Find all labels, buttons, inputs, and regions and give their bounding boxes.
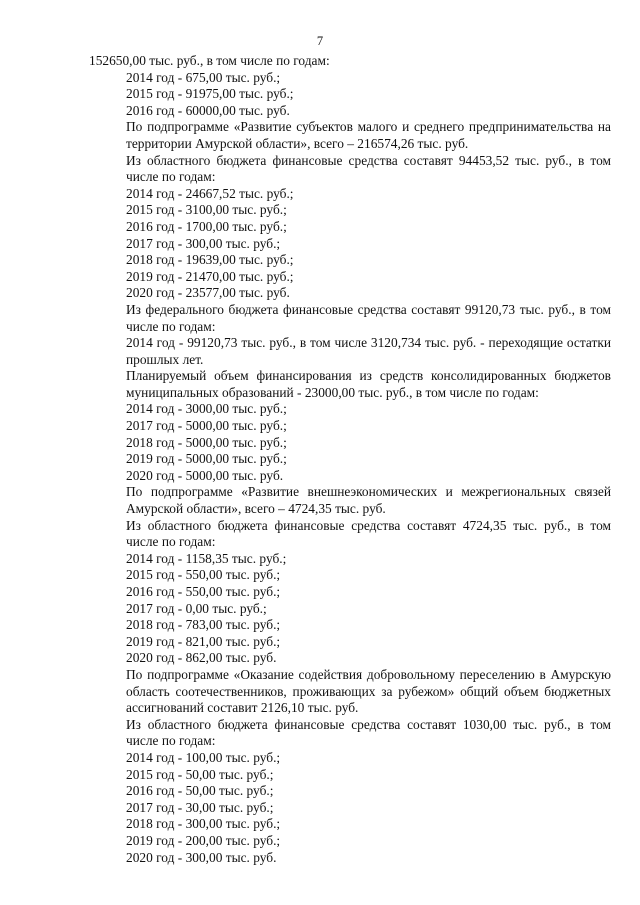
paragraph: По подпрограмме «Развитие внешнеэкономических и межрегиональных связей Амурской области», всего – 4724,35 тыс. руб.	[126, 484, 611, 517]
year-amount-line: 2017 год - 30,00 тыс. руб.;	[126, 799, 274, 815]
document-body	[89, 53, 611, 866]
paragraph: Из федерального бюджета финансовые средства составят 99120,73 тыс. руб., в том числе по годам:	[126, 301, 611, 334]
year-amount-line: 2015 год - 550,00 тыс. руб.;	[126, 567, 281, 583]
year-amount-line: 2020 год - 23577,00 тыс. руб.	[126, 285, 290, 301]
year-amount-line: 2015 год - 3100,00 тыс. руб.;	[126, 202, 287, 218]
year-amount-line: 2020 год - 862,00 тыс. руб.	[126, 650, 277, 666]
year-amount-line: 2014 год - 1158,35 тыс. руб.;	[126, 550, 287, 566]
year-amount-line: 2020 год - 300,00 тыс. руб.	[126, 849, 277, 865]
paragraph: Из областного бюджета финансовые средства составят 1030,00 тыс. руб., в том числе по годам:	[126, 716, 611, 749]
year-amount-line: 2014 год - 675,00 тыс. руб.;	[126, 69, 281, 85]
year-amount-line: 2015 год - 50,00 тыс. руб.;	[126, 766, 274, 782]
paragraph: Планируемый объем финансирования из средств консолидированных бюджетов муниципальных образований - 23000,00 тыс. руб., в том числе по годам:	[126, 368, 611, 400]
paragraph: По подпрограмме «Развитие субъектов малого и среднего предпринимательства на территории Амурской области», всего – 216574,26 тыс. руб.	[126, 119, 611, 151]
year-amount-line: 2019 год - 5000,00 тыс. руб.;	[126, 451, 287, 467]
year-amount-line: 2016 год - 1700,00 тыс. руб.;	[126, 218, 287, 234]
year-amount-line: 2016 год - 550,00 тыс. руб.;	[126, 584, 281, 599]
year-amount-line: 2018 год - 783,00 тыс. руб.;	[126, 617, 281, 633]
year-amount-line: 2019 год - 821,00 тыс. руб.;	[126, 633, 281, 649]
paragraph: По подпрограмме «Оказание содействия добровольному переселению в Амурскую область соотечественников, проживающих за рубежом» общий объем бюджетных ассигнований составит 2126,10 тыс. руб.	[126, 666, 611, 716]
year-amount-line: 2017 год - 0,00 тыс. руб.;	[126, 600, 267, 616]
paragraph: Из областного бюджета финансовые средства составят 4724,35 тыс. руб., в том числе по годам:	[126, 517, 611, 550]
year-amount-line: 2019 год - 200,00 тыс. руб.;	[126, 832, 281, 848]
year-amount-line: 2014 год - 100,00 тыс. руб.;	[126, 749, 281, 765]
year-amount-line: 2017 год - 5000,00 тыс. руб.;	[126, 418, 287, 434]
year-amount-line: 2017 год - 300,00 тыс. руб.;	[126, 235, 281, 251]
year-amount-line: 2018 год - 300,00 тыс. руб.;	[126, 816, 281, 832]
page-number: 7	[316, 34, 324, 48]
year-amount-line: 2020 год - 5000,00 тыс. руб.	[126, 467, 284, 483]
year-amount-line: 2018 год - 19639,00 тыс. руб.;	[126, 252, 294, 268]
year-amount-line: 2016 год - 60000,00 тыс. руб.	[126, 102, 290, 118]
year-amount-line: 2016 год - 50,00 тыс. руб.;	[126, 783, 274, 799]
year-amount-line: 2019 год - 21470,00 тыс. руб.;	[126, 268, 294, 284]
year-amount-line: 2015 год - 91975,00 тыс. руб.;	[126, 86, 294, 102]
year-amount-line: 2014 год - 3000,00 тыс. руб.;	[126, 401, 287, 417]
year-amount-line: 2014 год - 24667,52 тыс. руб.;	[126, 185, 294, 201]
year-amount-line: 2018 год - 5000,00 тыс. руб.;	[126, 434, 287, 450]
paragraph: Из областного бюджета финансовые средства составят 94453,52 тыс. руб., в том числе по годам:	[126, 152, 611, 185]
paragraph: 2014 год - 99120,73 тыс. руб., в том числе 3120,734 тыс. руб. - переходящие остатки прошлых лет.	[126, 335, 611, 367]
continued-text: 152650,00 тыс. руб., в том числе по годам:	[89, 53, 330, 68]
